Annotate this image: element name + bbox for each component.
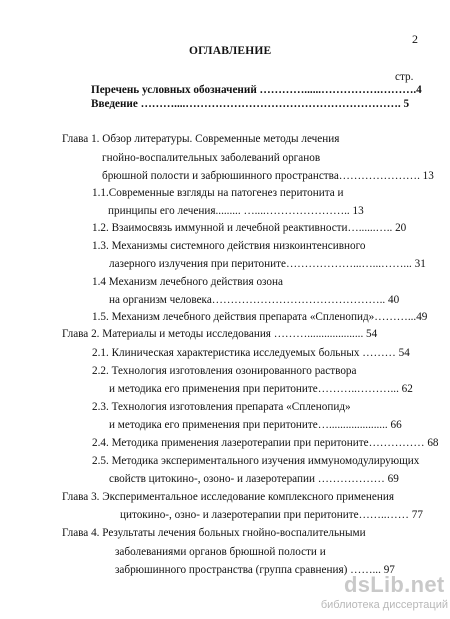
toc-entry-2-5-line-2: свойств цитокино-, озоно- и лазеротерапии ……………… 69: [109, 473, 399, 485]
watermark-subtitle: библиотека диссертаций: [320, 599, 448, 611]
toc-entry-2-1: 2.1. Клиническая характеристика исследуемых больных ……… 54: [92, 347, 410, 359]
toc-entry-chapter-1-line-3: брюшной полости и забрюшинного пространства…………………. 13: [102, 170, 434, 182]
toc-entry-1-3: 1.3. Механизмы системного действия низкоинтенсивного: [92, 240, 366, 252]
toc-entry-2-2-line-2: и методика его применения при перитоните………..………... 62: [109, 383, 413, 395]
toc-entry-2-4: 2.4. Методика применения лазеротерапии при перитоните…………… 68: [92, 437, 439, 449]
toc-entry-1-3-line-2: лазерного излучения при перитоните………………...…...……... 31: [109, 258, 426, 270]
toc-entry-chapter-1-line-2: гнойно-воспалительных заболеваний органов: [102, 152, 321, 164]
toc-entry-1-4: 1.4 Механизм лечебного действия озона: [92, 276, 283, 288]
toc-entry-2-5: 2.5. Методика экспериментального изучения иммуномодулирующих: [92, 455, 420, 467]
toc-entry-1-1: 1.1.Современные взгляды на патогенез перитонита и: [92, 187, 344, 199]
toc-entry-chapter-2: Глава 2. Материалы и методы исследования ……….................... 54: [62, 328, 378, 340]
watermark-logo: dsLib.net: [344, 572, 445, 597]
watermark: [320, 572, 448, 616]
toc-entry-chapter-4-line-2: заболеваниями органов брюшной полости и: [115, 546, 326, 558]
toc-entry-chapter-3: Глава 3. Экспериментальное исследование комплексного применения: [62, 491, 394, 503]
toc-entry-chapter-3-line-2: цитокино-, озно- и лазеротерапии при перитоните……..…… 77: [120, 509, 423, 521]
toc-entry-1-1-line-2: принципы его лечения......... …....………………….. 13: [108, 205, 364, 217]
toc-entry-1-2: 1.2. Взаимосвязь иммунной и лечебной реактивности…......….. 20: [92, 222, 407, 234]
toc-entry-abbreviations: Перечень условных обозначений …………......…………….……….4: [91, 84, 422, 96]
toc-entry-chapter-1: Глава 1. Обзор литературы. Современные методы лечения: [62, 133, 340, 145]
page-column-label: стр.: [395, 71, 414, 83]
toc-entry-introduction: Введение ………....…………………………………………………. 5: [91, 98, 410, 110]
toc-entry-1-5: 1.5. Механизм лечебного действия препарата «Спленопид»………...49: [92, 311, 428, 323]
toc-entry-1-4-line-2: на организм человека……………………………………….. 40: [109, 294, 400, 306]
toc-entry-chapter-4-line-3: забрюшинного пространства (группа сравнения) ……... 97: [115, 564, 395, 576]
toc-entry-2-2: 2.2. Технология изготовления озонированного раствора: [92, 365, 357, 377]
toc-entry-2-3-line-2: и методика его применения при перитоните…..................... 66: [109, 419, 402, 431]
page-title: ОГЛАВЛЕНИЕ: [189, 45, 272, 57]
page-number: 2: [412, 32, 418, 46]
toc-entry-2-3: 2.3. Технология изготовления препарата «Спленопид»: [92, 401, 351, 413]
toc-entry-chapter-4: Глава 4. Результаты лечения больных гнойно-воспалительными: [62, 527, 366, 539]
